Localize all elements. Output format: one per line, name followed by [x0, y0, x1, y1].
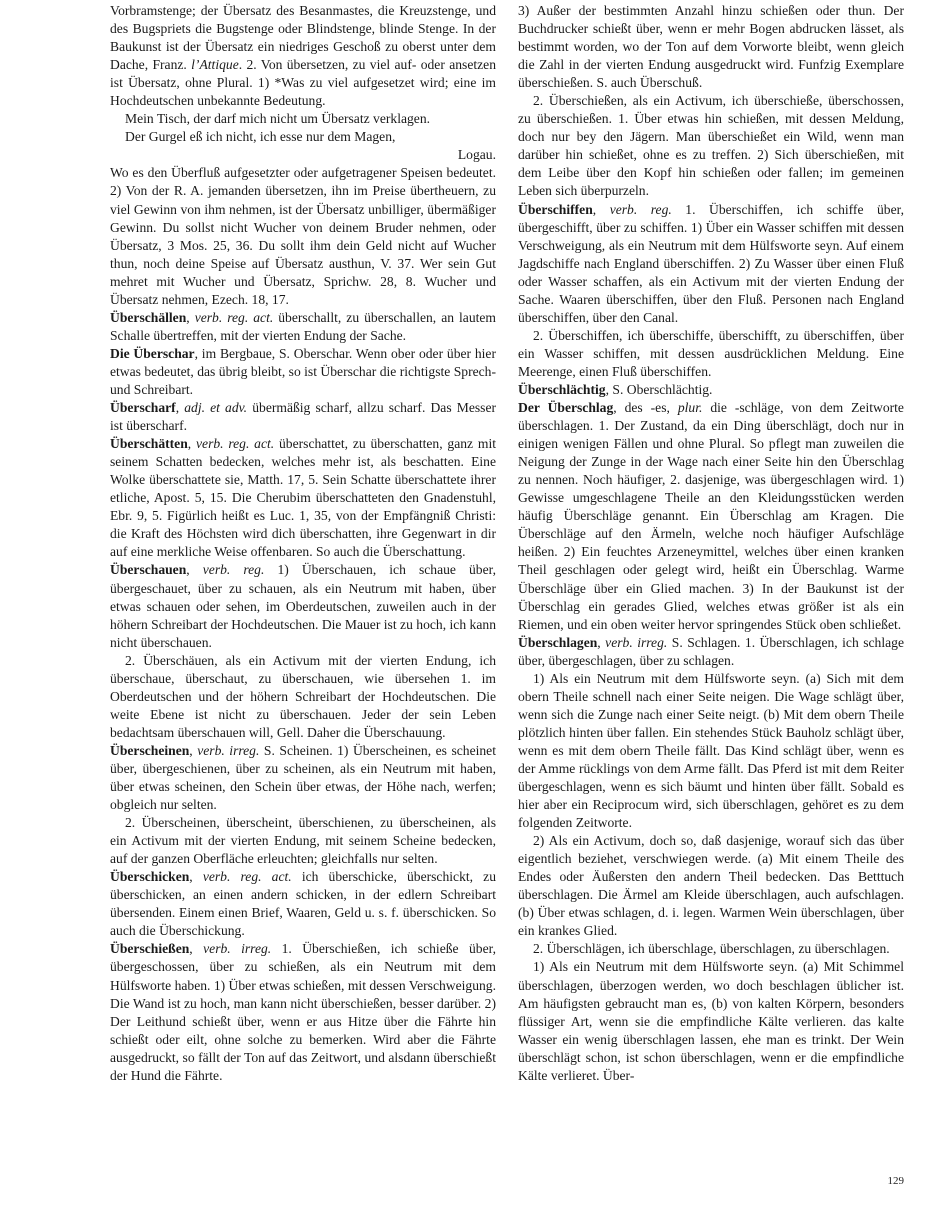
grammar-label: verb. irreg. — [203, 941, 272, 957]
entry-headword: Überschätten — [110, 436, 188, 452]
dictionary-entry: Überschießen, verb. irreg. 1. Überschießen, ich schieße über, übergeschossen, über zu schießen, als ein Neutrum mit dem Hülfsworte haben. 1) Über etwas schießen, mit dessen Verschweigung. Die Wand ist zu hoch, man kann nicht überschießen, besser darüber. 2) Der Leithund schießt über, wenn er aus Hitze über die Fährte hin schießt oder eilt, ohne solche zu bemerken. Wird aber die Fährte ausgedruckt, so fällt der Ton auf das Zeitwort, und alsdann überschießt der Hund die Fährte. — [110, 941, 496, 1083]
dictionary-entry: Überscheinen, verb. irreg. S. Scheinen. 1) Überscheinen, es scheinet über, übergeschienen, über zu scheinen, als ein Neutrum mit haben, über etwas scheinen, den Schein über etwas, der Höhe nach, werfen; obgleich nur selten. — [110, 742, 496, 813]
entry-headword: Überschlagen — [518, 634, 598, 650]
grammar-label: verb. reg. act. — [196, 436, 275, 452]
dictionary-entry: Überschätten, verb. reg. act. überschattet, zu überschatten, ganz mit seinem Schatten bedecken, welches mehr ist, als beschatten. Eine Wolke überschattete sie, Matth. 17, 5. Sein Schatte überschattete ihrer etliche, Apost. 5, 15. Die Cherubim überschatteten den Gnadenstuhl, Ebr. 9, 5. Figürlich heißt es Luc. 1, 35, von der Empfängniß Christi: die Kraft des Höchsten wird dich überschatten, ihre Gegenwart in dir auf eine merkliche Weise offenbaren. So auch die Überschattung. — [110, 436, 497, 560]
paragraph: 1) Als ein Neutrum mit dem Hülfsworte seyn. (a) Sich mit dem obern Theile schnell nach einer Seite neigen. Die Wage schlägt über, wenn sich die Zunge nach einer Seite neigt. (b) Mit dem obern Theile plötzlich hinten über fallen. Ein stehendes Stück Bauholz schlägt über, wenn es mit dem obern Theile fällt. Das Kind schlägt über, wenn es der Amme rücklings von dem Arme fällt. Das Pferd ist mit dem Reiter übergeschlagen, wenn es sich bäumt und hinten über fällt. Sobald es hier aber ein Reciprocum wird, sich überschlagen, gehöret es zu dem folgenden Zeitworte. — [518, 670, 904, 831]
grammar-label: verb. irreg. — [197, 742, 260, 758]
paragraph: Vorbramstenge; der Übersatz des Besanmastes, die Kreuzstenge, und des Bugspriets die Bugstenge oder Blindstenge, blinde Stenge. In der Baukunst ist der Übersatz ein niedriges Geschoß zu oberst unter dem Dache, Franz. l’Attique. 2. Von übersetzen, zu viel auf- oder ansetzen ist Übersatz, ohne Plural. 1) *Was zu viel aufgesetzet wird; eine im Hochdeutschen unbekannte Bedeutung. — [110, 3, 496, 109]
dictionary-entry: Überscharf, adj. et adv. übermäßig scharf, allzu scharf. Das Messer ist überscharf. — [110, 400, 497, 434]
paragraph: 2. Überscheinen, überscheint, überschienen, zu überscheinen, als ein Activum mit der vierten Endung, mit seinem Scheine bedecken, auf der ganzen Oberfläche erleuchten; gleichfalls nur selten. — [110, 815, 496, 867]
dictionary-entry: Überschällen, verb. reg. act. überschallt, zu überschallen, an lautem Schalle übertreffen, mit der vierten Endung der Sache. — [110, 309, 497, 343]
entry-headword: Überscheinen — [110, 742, 190, 758]
paragraph: 2. Überschlägen, ich überschlage, überschlagen, zu überschlagen. — [533, 941, 890, 957]
paragraph: 2. Überschießen, als ein Activum, ich überschieße, überschossen, zu überschießen. 1. Über etwas hin schießen, mit dessen Meldung, doch nur bey den Jägern. Man überschießet ein Wild, wenn man darüber hin schießet, ohne es zu treffen. 2) Sich überschießen, mit dem Leibe über den Kopf hin schießen oder fallen; im gemeinen Leben sich überpurzeln. — [518, 93, 904, 199]
entry-headword: Überschällen — [110, 309, 187, 325]
verse-line: Mein Tisch, der darf mich nicht um Übersatz verklagen. — [125, 111, 431, 127]
paragraph: 2. Überschiffen, ich überschiffe, überschifft, zu überschiffen, über ein Wasser schiffen, mit dessen ausdrücklichen Meldung. Eine Meerenge, einen Fluß überschiffen. — [518, 327, 904, 379]
dictionary-entry: Überschicken, verb. reg. act. ich überschicke, überschickt, zu überschicken, an einen andern schicken, in der edlern Schreibart übersenden. Einem einen Brief, Waaren, Geld u. s. f. überschicken. So auch die Überschickung. — [110, 869, 497, 939]
dictionary-entry: Überschlächtig, S. Oberschlächtig. — [518, 381, 713, 397]
dictionary-entry: Der Überschlag, des -es, plur. die -schläge, von dem Zeitworte überschlagen. 1. Der Zustand, da ein Ding überschlägt, doch nur in einigen wenigen Fällen und ohne Plural. So pflegt man zuweilen die Neigung der Zunge in der Wage nach einer Seite hin den Überschlag zu nennen. Noch häufiger, 2. dasjenige, was übergeschlagen wird. 1) Gewisse umgeschlagene Theile an den Kleidungsstücken werden häufig Überschläge genannt. Ein Überschlag am Kragen. Die Überschläge auf den Ärmeln, welche noch häufiger Aufschläge heißen. 2) Ein feuchtes Arzeneymittel, welches über einen kranken Theil geschlagen oder gelegt wird, heißt ein Überschlag. Warme Überschläge über ein Glied machen. 3) In der Baukunst ist der Überschlag ein gerades Glied, welches etwas größer ist als ein Riemen, und ein oben weiter hervor springendes Stück oben schließet. — [518, 400, 904, 632]
grammar-label: plur. — [677, 400, 703, 416]
left-column — [110, 2, 496, 1085]
verse-line: Der Gurgel eß ich nicht, ich esse nur dem Magen, — [125, 129, 396, 145]
dictionary-entry: Überschlagen, verb. irreg. S. Schlagen. 1. Überschlagen, ich schlage über, übergeschlagen, über zu schlagen. — [518, 634, 904, 668]
paragraph: 2. Überschäuen, als ein Activum mit der vierten Endung, ich überschaue, überschaut, zu überschauen, wie übersehen 1. im Oberdeutschen und der höhern Schreibart der Hochdeutschen. Die weite Ebene ist nicht zu überschauen. Jeder der sein Leben bedachtsam überschauen will, Gell. Daher die Überschauung. — [110, 652, 496, 740]
grammar-label: adj. et adv. — [184, 400, 248, 416]
entry-headword: Die Überschar — [110, 345, 195, 361]
dictionary-entry: Die Überschar, im Bergbaue, S. Oberschar. Wenn ober oder über hier etwas bedeutet, das übrig bleibt, so ist Überschar die richtigste Sprech- und Schreibart. — [110, 345, 496, 397]
entry-headword: Überscharf — [110, 400, 176, 416]
entry-headword: Der Überschlag — [518, 400, 614, 416]
entry-headword: Überschiffen — [518, 201, 593, 217]
dictionary-entry: Überschiffen, verb. reg. 1. Überschiffen, ich schiffe über, übergeschifft, über zu schiffen. 1) Über ein Wasser schiffen mit dessen Verschweigung, als ein Neutrum mit dem Hülfsworte seyn. Auf einem Jagdschiffe nach England überschiffen. 2) Zu Wasser über einen Fluß oder Wasser schaffen, als ein Activum mit der vierten Endung der Sache. Waaren überschiffen, über den Fluß. Personen nach England überschiffen, über den Canal. — [518, 201, 905, 325]
entry-headword: Überschießen — [110, 941, 190, 957]
page-number: 129 — [887, 1175, 904, 1187]
entry-headword: Überschlächtig — [518, 381, 606, 397]
paragraph: Wo es den Überfluß aufgesetzter oder aufgetragener Speisen bedeutet. 2) Von der R. A. jemanden übersetzen, ihn im Preise übertheuern, zu viel Gewinn von ihm nehmen, ist der Übersatz unbilliger, übermäßiger Gewinn. Du sollst nicht Wucher von deinem Bruder nehmen, oder Übersatz, 3 Mos. 25, 36. Du sollt ihm dein Geld nicht auf Wucher thun, noch deine Speise auf Übersatz austhun, V. 37. Wer sein Gut mehret mit Wucher und Übersatz, Sprichw. 28, 8. Wucher und Übersatz nehmen, Ezech. 18, 17. — [110, 165, 496, 307]
grammar-label: verb. irreg. — [605, 634, 668, 650]
grammar-label: verb. reg. — [202, 562, 265, 578]
entry-headword: Überschauen — [110, 562, 187, 578]
french-term: l’Attique — [191, 57, 239, 73]
grammar-label: verb. reg. — [609, 201, 672, 217]
paragraph: 2) Als ein Activum, doch so, daß dasjenige, worauf sich das über eigentlich beziehet, verschwiegen werde. (a) Mit einem Theile des Endes oder Äußersten den andern Theil bedecken. Das Betttuch überschlagen. Die Ärmel am Kleide überschlagen, auch aufschlagen. (b) Über etwas schlagen, d. i. legen. Warmen Wein überschlagen, über ein krankes Glied. — [518, 833, 904, 939]
grammar-label: verb. reg. act. — [194, 309, 274, 325]
right-column — [518, 2, 904, 1085]
paragraph: 3) Außer der bestimmten Anzahl hinzu schießen oder thun. Der Buchdrucker schießt über, wenn er mehr Bogen abdrucken lässet, als bestimmt worden, wo der Ton auf dem Vorworte bleibt, wenn gleich die Zahl in der vierten Endung ausgedruckt wird. Funfzig Exemplare überschießen. S. auch Überschuß. — [518, 3, 904, 91]
dictionary-entry: Überschauen, verb. reg. 1) Überschauen, ich schaue über, übergeschauet, über zu schauen, als ein Neutrum mit haben, über etwas schauen oder sehen, im Oberdeutschen, zuweilen auch in der höhern Schreibart der Hochdeutschen. Die Mauer ist zu hoch, ich kann nicht überschauen. — [110, 562, 497, 650]
verse-author: Logau. — [457, 147, 496, 163]
entry-headword: Überschicken — [110, 869, 190, 885]
paragraph: 1) Als ein Neutrum mit dem Hülfsworte seyn. (a) Mit Schimmel überschlagen, überzogen werden, wo doch beschlagen üblicher ist. Am häufigsten gebraucht man es, (b) von kalten Körpern, besonders flüssiger Art, wenn sie die empfindliche Kälte verlieren. das kalte Wasser ein wenig überschlagen lassen, ehe man es trinkt. Der Wein überschlägt schon, ist schon überschlagen, wenn er die empfindliche Kälte verlieret. Über- — [518, 959, 904, 1083]
grammar-label: verb. reg. act. — [202, 869, 292, 885]
